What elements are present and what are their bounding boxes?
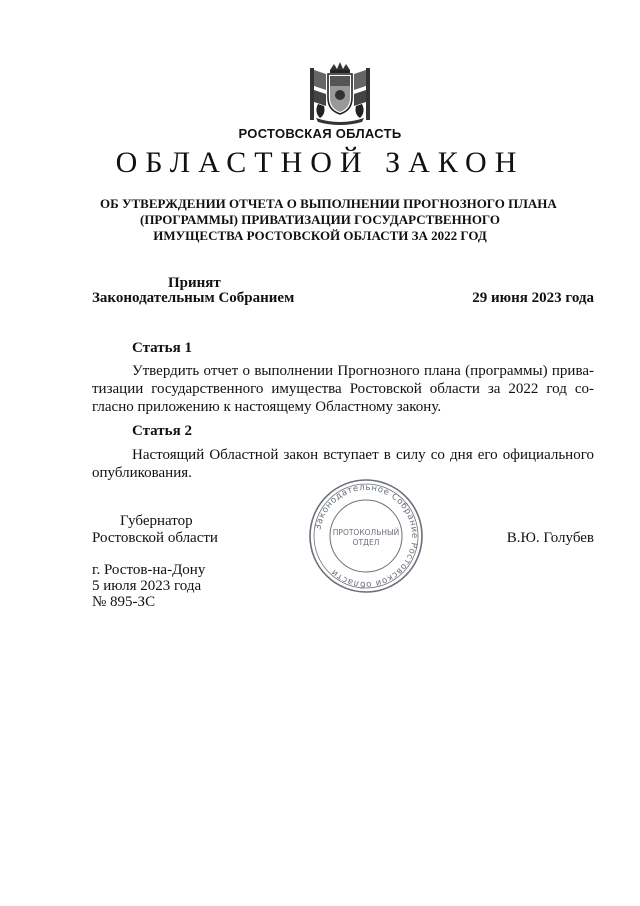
article-2-line: Настоящий Областной закон вступает в силу со дня его официального [132, 447, 594, 463]
stamp-inner-line: ОТДЕЛ [352, 538, 380, 547]
law-number: № 895-ЗС [92, 594, 156, 610]
adopted-label: Принят [168, 275, 221, 291]
stamp-outer-text: Законодательное Собрание Ростовской области [313, 482, 420, 590]
article-1-line: тизации государственного имущества Ростовской области за 2022 год со- [92, 381, 594, 397]
article-1-line: гласно приложению к настоящему Областному закону. [92, 399, 442, 415]
signatory-region: Ростовской области [92, 530, 218, 546]
article-1-heading: Статья 1 [132, 340, 192, 356]
law-subject-line: ОБ УТВЕРЖДЕНИИ ОТЧЕТА О ВЫПОЛНЕНИИ ПРОГНОЗНОГО ПЛАНА [100, 196, 557, 211]
official-stamp [308, 478, 424, 594]
article-2-text [92, 446, 594, 482]
region-name: РОСТОВСКАЯ ОБЛАСТЬ [238, 126, 402, 141]
signing-date: 5 июля 2023 года [92, 578, 202, 594]
article-2-heading: Статья 2 [132, 423, 192, 439]
law-subject-line: ИМУЩЕСТВА РОСТОВСКОЙ ОБЛАСТИ ЗА 2022 ГОД [153, 228, 487, 243]
document-type-title: ОБЛАСТНОЙ ЗАКОН [115, 146, 525, 179]
coat-of-arms-icon [300, 60, 380, 126]
stamp-inner-line: ПРОТОКОЛЬНЫЙ [332, 528, 400, 537]
signatory-name: В.Ю. Голубев [506, 530, 594, 546]
adopted-by: Законодательным Собранием [92, 290, 295, 306]
adoption-date: 29 июня 2023 года [472, 290, 594, 306]
law-subject [100, 196, 557, 244]
signing-city: г. Ростов-на-Дону [92, 562, 206, 578]
article-2-line: опубликования. [92, 465, 192, 481]
article-1-text [92, 362, 594, 416]
article-1-line: Утвердить отчет о выполнении Прогнозного плана (программы) прива- [132, 363, 594, 379]
signatory-title: Губернатор [120, 513, 193, 529]
law-subject-line: (ПРОГРАММЫ) ПРИВАТИЗАЦИИ ГОСУДАРСТВЕННОГО [139, 212, 500, 227]
